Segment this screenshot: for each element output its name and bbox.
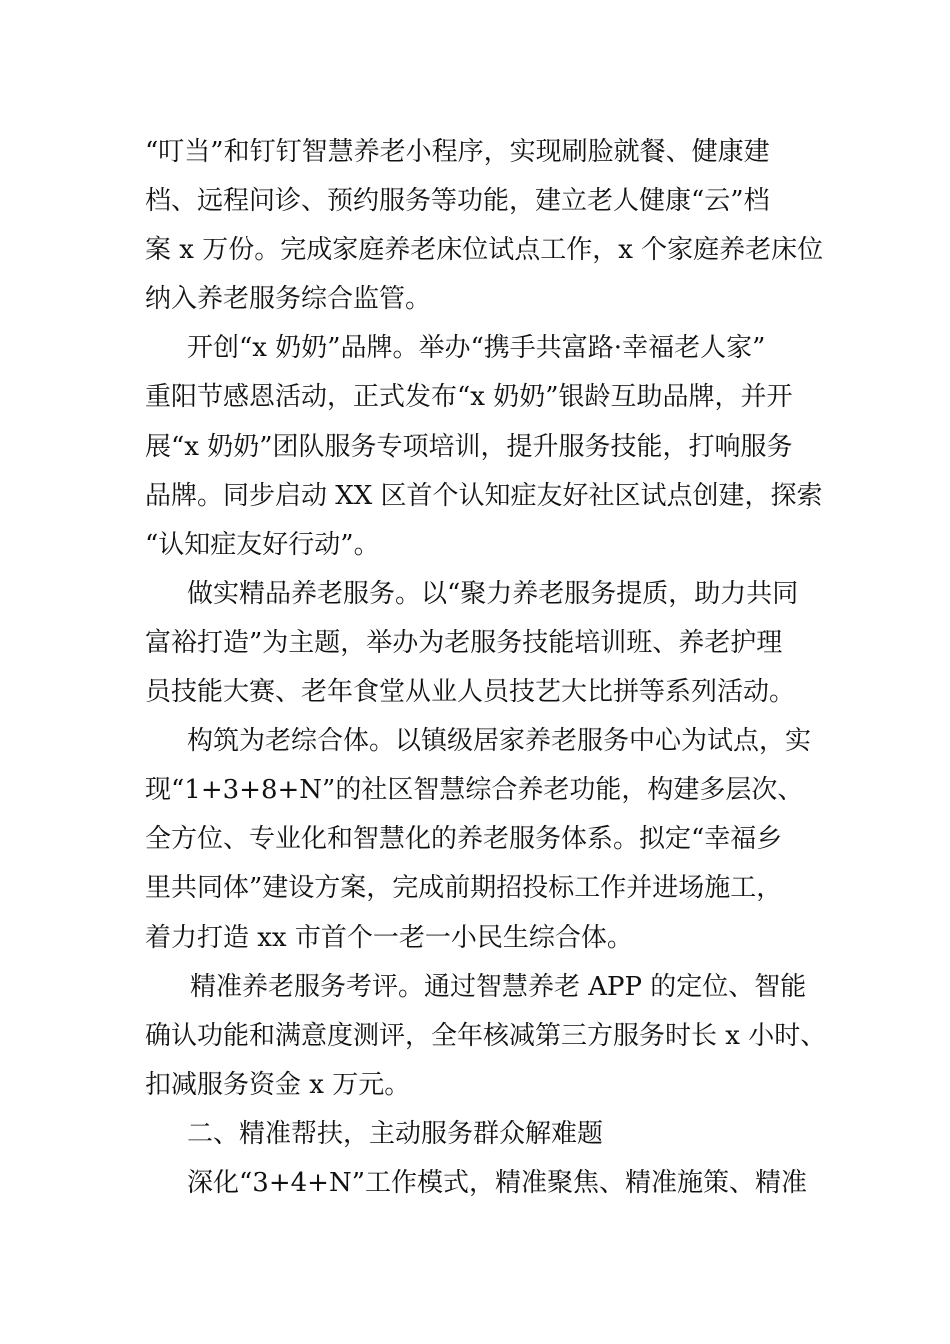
text-line: 全方位、专业化和智慧化的养老服务体系。拟定“幸福乡 bbox=[145, 824, 783, 855]
text-line: 里共同体”建设方案，完成前期招投标工作并进场施工， bbox=[145, 873, 783, 904]
text-line: 重阳节感恩活动，正式发布“x 奶奶”银龄互助品牌，并开 bbox=[145, 382, 793, 413]
section-heading: 二、精准帮扶，主动服务群众解难题 bbox=[187, 1118, 604, 1149]
text-line: 品牌。同步启动 XX 区首个认知症友好社区试点创建，探索 bbox=[145, 480, 823, 511]
text-line: 扣减服务资金 x 万元。 bbox=[145, 1069, 411, 1100]
document-body bbox=[145, 128, 827, 1208]
text-line: 展“x 奶奶”团队服务专项培训，提升服务技能，打响服务 bbox=[145, 431, 793, 462]
paragraph-first-line: 深化“3+4+N”工作模式，精准聚焦、精准施策、精准 bbox=[187, 1167, 807, 1198]
paragraph-first-line: 构筑为老综合体。以镇级居家养老服务中心为试点，实 bbox=[187, 726, 812, 757]
text-line: 富裕打造”为主题，举办为老服务技能培训班、养老护理 bbox=[145, 627, 783, 658]
text-line: 档、远程问诊、预约服务等功能，建立老人健康“云”档 bbox=[145, 186, 770, 217]
text-line: 案 x 万份。完成家庭养老床位试点工作，x 个家庭养老床位 bbox=[145, 235, 824, 266]
text-line: 员技能大赛、老年食堂从业人员技艺大比拼等系列活动。 bbox=[145, 677, 796, 708]
text-line: “认知症友好行动”。 bbox=[145, 529, 380, 560]
text-line: 现“1+3+8+N”的社区智慧综合养老功能，构建多层次、 bbox=[145, 775, 804, 806]
text-line: “叮当”和钉钉智慧养老小程序，实现刷脸就餐、健康建 bbox=[145, 137, 770, 167]
paragraph-first-line: 做实精品养老服务。以“聚力养老服务提质，助力共同 bbox=[187, 578, 799, 609]
text-line: 纳入养老服务综合监管。 bbox=[145, 284, 432, 315]
paragraph-first-line: 开创“x 奶奶”品牌。举办“携手共富路·幸福老人家” bbox=[187, 333, 766, 364]
text-line: 确认功能和满意度测评，全年核减第三方服务时长 x 小时、 bbox=[145, 1020, 827, 1051]
paragraph-first-line: 精准养老服务考评。通过智慧养老 APP 的定位、智能 bbox=[190, 971, 807, 1002]
text-line: 着力打造 xx 市首个一老一小民生综合体。 bbox=[145, 922, 633, 953]
